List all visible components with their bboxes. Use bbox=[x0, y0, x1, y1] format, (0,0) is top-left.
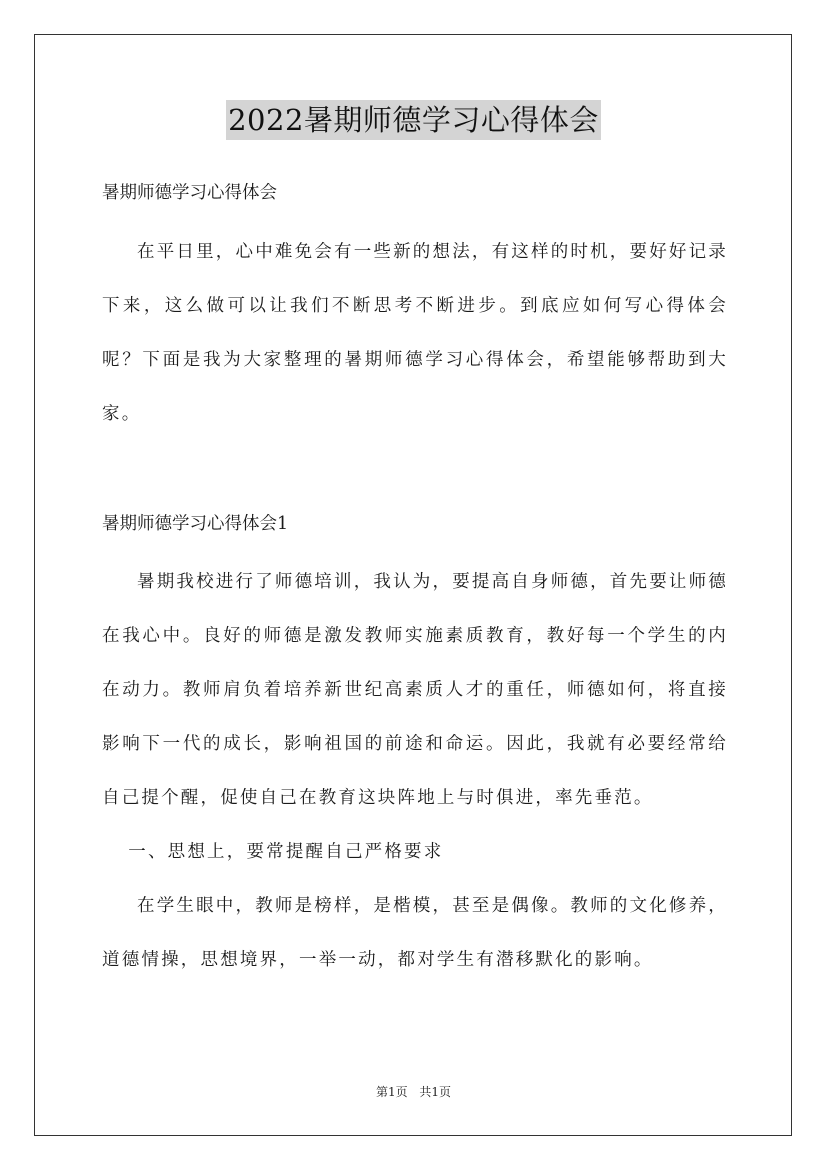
body-paragraph-1: 暑期我校进行了师德培训，我认为，要提高自身师德，首先要让师德在我心中。良好的师德是激发教师实施素质教育，教好每一个学生的内在动力。教师肩负着培养新世纪高素质人才的重任，师德如何，将直接影响下一代的成长，影响祖国的前途和命运。因此，我就有必要经常给自己提个醒，促使自己在教育这块阵地上与时俱进，率先垂范。 bbox=[102, 572, 728, 808]
title-container bbox=[0, 100, 827, 140]
subsection-heading-1: 一、思想上，要常提醒自己严格要求 bbox=[128, 842, 444, 862]
section-heading-1: 暑期师德学习心得体会1 bbox=[102, 514, 289, 534]
document-body bbox=[102, 174, 728, 987]
page-footer bbox=[0, 1083, 827, 1100]
intro-heading: 暑期师德学习心得体会 bbox=[102, 183, 277, 203]
intro-paragraph: 在平日里，心中难免会有一些新的想法，有这样的时机，要好好记录下来，这么做可以让我们不断思考不断进步。到底应如何写心得体会呢？下面是我为大家整理的暑期师德学习心得体会，希望能够帮助到大家。 bbox=[102, 242, 728, 424]
body-paragraph-2: 在学生眼中，教师是榜样，是楷模，甚至是偶像。教师的文化修养，道德情操，思想境界，一举一动，都对学生有潜移默化的影响。 bbox=[102, 896, 728, 970]
document-title: 2022暑期师德学习心得体会 bbox=[226, 100, 601, 140]
page-total: 共1页 bbox=[419, 1085, 452, 1099]
page-number: 第1页 bbox=[375, 1085, 408, 1099]
